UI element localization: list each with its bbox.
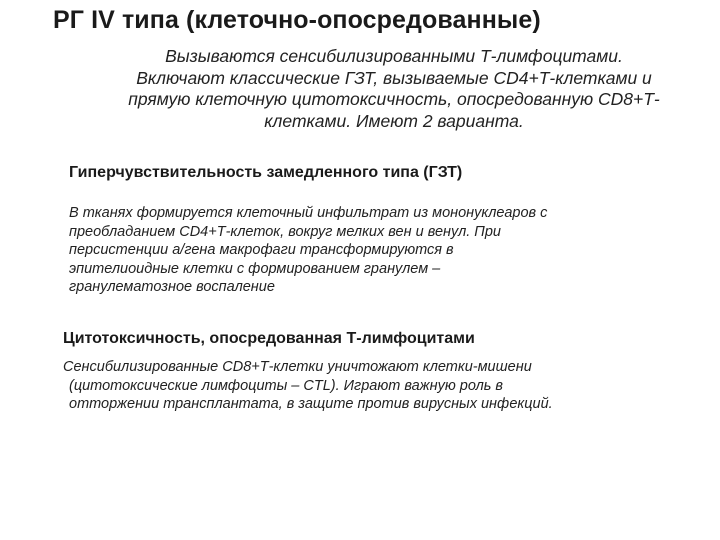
body-line: персистенции а/гена макрофаги трансформируются в: [69, 242, 454, 258]
intro-line: Вызываются сенсибилизированными Т-лимфоцитами.: [165, 46, 623, 66]
section-heading-cytotoxicity: Цитотоксичность, опосредованная Т-лимфоцитами: [63, 330, 475, 347]
body-line: В тканях формируется клеточный инфильтрат из мононуклеаров с: [69, 205, 548, 221]
intro-line: прямую клеточную цитотоксичность, опосредованную CD8+Т-: [128, 89, 660, 109]
intro-line: клетками. Имеют 2 варианта.: [264, 110, 524, 131]
body-line: Сенсибилизированные CD8+Т-клетки уничтожают клетки-мишени: [63, 359, 532, 375]
body-line: отторжении трансплантата, в защите против вирусных инфекций.: [69, 396, 553, 412]
intro-line: Включают классические ГЗТ, вызываемые CD4+Т-клетками и: [136, 67, 652, 88]
body-line: преобладанием CD4+Т-клеток, вокруг мелких вен и венул. При: [69, 223, 501, 240]
slide-title: РГ IV типа (клеточно-опосредованные): [53, 6, 541, 34]
body-line: эпителиоидные клетки с формированием гранулем –: [69, 260, 441, 277]
intro-paragraph: [84, 46, 704, 132]
section-heading-gzt: Гиперчувствительность замедленного типа (ГЗТ): [69, 164, 463, 181]
section-body-gzt: [69, 204, 679, 297]
body-line: (цитотоксические лимфоциты – CTL). Играют важную роль в: [69, 377, 503, 394]
section-body-cytotoxicity: [63, 358, 703, 414]
body-line: гранулематозное воспаление: [69, 279, 275, 295]
